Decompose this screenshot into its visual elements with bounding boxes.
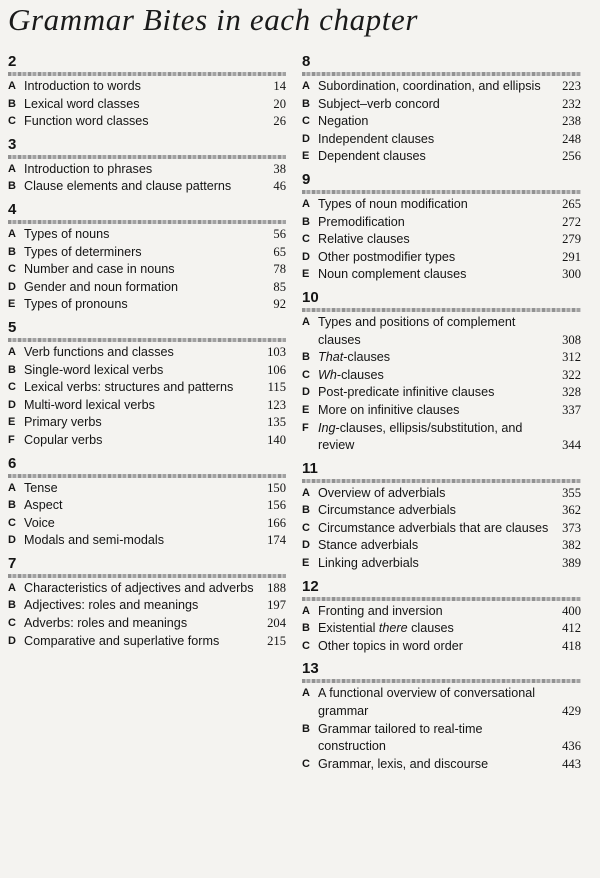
- entry-page-number: 355: [562, 485, 581, 500]
- toc-entry: [8, 226, 286, 244]
- entry-topic-text: Primary verbs: [24, 415, 102, 430]
- entry-page-number: 256: [562, 149, 581, 164]
- entry-topic: [318, 721, 553, 756]
- toc-entry: [302, 620, 581, 638]
- entry-page-number: 156: [267, 498, 286, 513]
- entry-letter: A: [8, 227, 16, 240]
- entry-page-number: 20: [273, 96, 286, 111]
- chapter-divider: [8, 72, 286, 76]
- entry-letter: E: [302, 403, 310, 416]
- entry-topic: [318, 638, 553, 656]
- entry-topic-text: Overview of adverbials: [318, 485, 446, 500]
- entry-letter: C: [8, 263, 16, 276]
- entry-topic-text: Introduction to phrases: [24, 161, 153, 176]
- entry-topic-text: Types of determiners: [24, 244, 142, 259]
- entry-topic-text: -clauses, ellipsis/substitution, and review: [318, 420, 523, 453]
- toc-entry: [302, 721, 581, 756]
- toc-entry: [302, 603, 581, 621]
- entry-topic-text: Types and positions of complement clauses: [318, 314, 516, 347]
- entry-letter: C: [302, 639, 310, 652]
- entry-letter: B: [302, 622, 310, 635]
- entry-letter: A: [8, 481, 16, 494]
- entry-topic-text: Grammar, lexis, and discourse: [318, 756, 489, 771]
- entry-topic: [24, 362, 258, 380]
- entry-page-number: 56: [273, 226, 286, 241]
- entry-topic-text: Copular verbs: [24, 432, 103, 447]
- entry-page-number: 204: [267, 616, 286, 631]
- entry-topic: [24, 615, 258, 633]
- chapter-divider: [8, 220, 286, 224]
- entry-page-number: 106: [267, 362, 286, 377]
- chapter-number: 2: [8, 53, 17, 70]
- entry-topic-text: Adjectives: roles and meanings: [24, 598, 199, 613]
- entry-topic: [318, 685, 553, 720]
- entry-topic: [318, 131, 553, 149]
- toc-entry: [8, 633, 286, 651]
- toc-entry: [302, 249, 581, 267]
- chapter-number: 8: [302, 53, 311, 70]
- entry-topic-text: A functional overview of conversational grammar: [318, 686, 536, 719]
- entry-letter: E: [302, 268, 310, 281]
- chapter-divider: [8, 474, 286, 478]
- entry-page-number: 412: [562, 621, 581, 636]
- entry-topic: [24, 296, 258, 314]
- entry-page-number: 418: [562, 638, 581, 653]
- entry-topic: [24, 532, 258, 550]
- page-title: Grammar Bites in each chapter: [8, 2, 419, 37]
- toc-entry: [8, 414, 286, 432]
- entry-page-number: 46: [273, 179, 286, 194]
- entry-letter: C: [8, 516, 16, 529]
- toc-entry: [8, 597, 286, 615]
- toc-entry: [8, 615, 286, 633]
- toc-entry: [302, 314, 581, 349]
- entry-topic-text: clauses: [407, 621, 454, 636]
- entry-topic-text: Linking adverbials: [318, 556, 419, 571]
- entry-topic-text: Types of nouns: [24, 226, 110, 241]
- toc-entry: [302, 502, 581, 520]
- entry-topic-text: Verb functions and classes: [24, 344, 174, 359]
- toc-entry: [8, 296, 286, 314]
- entry-topic: [24, 515, 258, 533]
- entry-letter: B: [302, 97, 310, 110]
- entry-letter: C: [302, 368, 310, 381]
- toc-entry: [302, 520, 581, 538]
- entry-page-number: 115: [267, 380, 286, 395]
- entry-topic: [24, 379, 258, 397]
- entry-topic-text: Subordination, coordination, and ellipsis: [318, 79, 541, 93]
- entry-topic: [318, 756, 553, 774]
- chapter-divider: [8, 338, 286, 342]
- entry-letter: B: [8, 499, 16, 512]
- entry-page-number: 166: [267, 515, 286, 530]
- entry-topic-italic: there: [378, 621, 408, 636]
- toc-entry: [302, 196, 581, 214]
- entry-letter: B: [302, 215, 310, 228]
- chapter-number: 12: [302, 577, 319, 595]
- entry-letter: D: [302, 539, 310, 552]
- entry-letter: A: [8, 581, 16, 594]
- entry-page-number: 265: [562, 196, 581, 211]
- toc-entry: [8, 432, 286, 450]
- entry-topic: [24, 344, 258, 362]
- entry-letter: C: [8, 617, 16, 630]
- entry-topic-text: Premodification: [318, 214, 405, 229]
- toc-entry: [302, 231, 581, 249]
- chapter-block: [8, 202, 286, 314]
- toc-entry: [302, 384, 581, 402]
- entry-page-number: 197: [267, 598, 286, 613]
- entry-letter: B: [302, 504, 310, 517]
- entry-letter: B: [8, 363, 16, 376]
- entry-topic-text: Comparative and superlative forms: [24, 633, 220, 648]
- chapter-block: [8, 556, 286, 650]
- entry-topic-text: Grammar tailored to real-time construction: [318, 721, 483, 754]
- toc-entry: [302, 555, 581, 573]
- entry-topic-text: Relative clauses: [318, 232, 410, 247]
- entry-topic-text: -clauses: [336, 367, 384, 382]
- entry-letter: A: [302, 315, 310, 328]
- entry-topic: [318, 113, 553, 131]
- entry-topic-prefix: Existential: [318, 621, 379, 636]
- entry-topic-text: Dependent clauses: [318, 149, 426, 164]
- entry-letter: F: [8, 433, 15, 446]
- toc-entry: [8, 515, 286, 533]
- toc-entry: [8, 261, 286, 279]
- chapter-block: [302, 661, 581, 773]
- chapter-number: 10: [302, 288, 319, 306]
- entry-topic-text: Single-word lexical verbs: [24, 362, 164, 377]
- entry-topic: [318, 485, 553, 503]
- entry-letter: B: [8, 599, 16, 612]
- entry-page-number: 78: [273, 262, 286, 277]
- entry-page-number: 373: [562, 520, 581, 535]
- entry-page-number: 443: [562, 756, 581, 771]
- toc-entry: [302, 367, 581, 385]
- chapter-block: [8, 456, 286, 550]
- toc-entry: [8, 362, 286, 380]
- chapter-number: 13: [302, 660, 319, 678]
- entry-topic-text: Negation: [318, 114, 369, 129]
- entry-letter: E: [302, 557, 310, 570]
- chapter-block: [8, 320, 286, 450]
- entry-topic: [24, 414, 258, 432]
- entry-topic: [24, 480, 258, 498]
- toc-entry: [302, 96, 581, 114]
- toc-entry: [302, 78, 581, 96]
- chapter-number: 5: [8, 318, 17, 336]
- entry-letter: D: [8, 634, 16, 647]
- entry-letter: A: [302, 604, 310, 617]
- entry-letter: B: [8, 97, 16, 110]
- entry-topic: [24, 580, 258, 598]
- chapter-number: 6: [8, 454, 17, 472]
- entry-letter: A: [302, 687, 310, 700]
- entry-page-number: 322: [562, 367, 581, 382]
- entry-page-number: 150: [267, 480, 286, 495]
- entry-topic: [24, 161, 258, 179]
- entry-topic-text: Adverbs: roles and meanings: [24, 616, 188, 631]
- left-column: [8, 54, 286, 656]
- chapter-divider: [302, 679, 581, 683]
- entry-letter: C: [8, 381, 16, 394]
- entry-letter: D: [302, 250, 310, 263]
- entry-topic-text: Function word classes: [24, 114, 149, 129]
- entry-page-number: 328: [562, 385, 581, 400]
- entry-topic-text: Circumstance adverbials that are clauses: [318, 520, 549, 535]
- entry-topic: [24, 279, 258, 297]
- entry-topic-text: Post-predicate infinitive clauses: [318, 385, 495, 400]
- toc-entry: [8, 113, 286, 131]
- toc-entry: [302, 349, 581, 367]
- entry-topic-text: More on infinitive clauses: [318, 402, 460, 417]
- entry-page-number: 337: [562, 402, 581, 417]
- entry-page-number: 223: [562, 79, 581, 93]
- entry-topic: [318, 555, 553, 573]
- toc-entry: [302, 113, 581, 131]
- entry-page-number: 400: [562, 603, 581, 618]
- chapter-divider: [302, 308, 581, 312]
- entry-page-number: 135: [267, 415, 286, 430]
- entry-topic: [318, 502, 553, 520]
- entry-topic-text: Noun complement clauses: [318, 267, 467, 282]
- chapter-number: 11: [302, 459, 318, 477]
- entry-topic: [318, 520, 553, 538]
- entry-page-number: 279: [562, 232, 581, 247]
- entry-topic-italic: Wh: [318, 367, 337, 382]
- chapter-divider: [302, 479, 581, 483]
- toc-entry: [302, 638, 581, 656]
- entry-page-number: 238: [562, 114, 581, 129]
- chapter-number: 3: [8, 135, 17, 153]
- entry-letter: B: [302, 351, 310, 364]
- entry-letter: B: [8, 180, 16, 193]
- entry-topic: [24, 178, 258, 196]
- entry-topic-text: Multi-word lexical verbs: [24, 397, 155, 412]
- toc-entry: [8, 244, 286, 262]
- entry-page-number: 188: [267, 580, 286, 595]
- entry-letter: D: [8, 534, 16, 547]
- entry-letter: D: [302, 386, 310, 399]
- entry-topic: [318, 214, 553, 232]
- entry-topic-text: Tense: [24, 480, 58, 495]
- entry-topic-text: Other postmodifier types: [318, 249, 456, 264]
- entry-page-number: 312: [562, 350, 581, 365]
- entry-topic: [318, 620, 553, 638]
- chapter-block: [8, 54, 286, 131]
- entry-topic: [24, 96, 258, 114]
- entry-topic-text: Aspect: [24, 498, 63, 513]
- entry-topic-text: Subject–verb concord: [318, 96, 440, 111]
- entry-letter: A: [8, 80, 16, 92]
- entry-page-number: 291: [562, 249, 581, 264]
- entry-topic-text: Stance adverbials: [318, 538, 419, 553]
- entry-page-number: 436: [562, 739, 581, 754]
- entry-page-number: 389: [562, 556, 581, 571]
- entry-topic: [24, 261, 258, 279]
- entry-letter: A: [8, 345, 16, 358]
- entry-topic-text: Lexical verbs: structures and patterns: [24, 380, 234, 395]
- entry-topic: [318, 367, 553, 385]
- chapter-divider: [302, 72, 581, 76]
- entry-topic: [24, 78, 258, 96]
- entry-topic: [24, 244, 258, 262]
- entry-letter: A: [302, 486, 310, 499]
- entry-page-number: 362: [562, 503, 581, 518]
- entry-topic: [318, 384, 553, 402]
- toc-entry: [302, 420, 581, 455]
- entry-page-number: 429: [562, 704, 581, 719]
- chapter-block: [8, 137, 286, 196]
- entry-topic-text: Gender and noun formation: [24, 279, 179, 294]
- entry-topic: [318, 96, 553, 114]
- chapter-number: 9: [302, 170, 311, 188]
- entry-page-number: 14: [273, 79, 286, 93]
- entry-topic: [318, 231, 553, 249]
- entry-page-number: 140: [267, 432, 286, 447]
- entry-topic: [24, 432, 258, 450]
- entry-letter: C: [302, 115, 310, 128]
- right-column: [302, 54, 581, 779]
- chapter-block: [302, 290, 581, 455]
- entry-page-number: 300: [562, 267, 581, 282]
- entry-letter: C: [302, 757, 310, 770]
- entry-topic-text: -clauses: [343, 350, 391, 365]
- entry-letter: D: [8, 280, 16, 293]
- entry-topic: [318, 266, 553, 284]
- entry-topic-text: Clause elements and clause patterns: [24, 179, 232, 194]
- toc-entry: [302, 148, 581, 166]
- entry-page-number: 232: [562, 96, 581, 111]
- toc-entry: [302, 266, 581, 284]
- toc-entry: [302, 214, 581, 232]
- entry-topic: [318, 196, 553, 214]
- entry-letter: E: [8, 298, 16, 311]
- entry-page-number: 85: [273, 279, 286, 294]
- toc-entry: [302, 402, 581, 420]
- entry-letter: D: [302, 132, 310, 145]
- entry-topic: [318, 78, 553, 96]
- toc-entry: [8, 497, 286, 515]
- entry-page-number: 308: [562, 332, 581, 347]
- entry-letter: B: [8, 245, 16, 258]
- chapter-block: [302, 579, 581, 656]
- entry-page-number: 344: [562, 438, 581, 453]
- chapter-block: [302, 172, 581, 284]
- entry-topic: [24, 597, 258, 615]
- toc-entry: [302, 685, 581, 720]
- entry-topic-text: Voice: [24, 515, 55, 530]
- toc-entry: [8, 379, 286, 397]
- toc-entry: [8, 580, 286, 598]
- toc-entry: [8, 161, 286, 179]
- chapter-block: [302, 461, 581, 573]
- chapter-divider: [302, 597, 581, 601]
- toc-entry: [8, 397, 286, 415]
- entry-topic: [318, 420, 553, 455]
- entry-letter: A: [8, 162, 16, 175]
- entry-letter: C: [8, 115, 16, 128]
- chapter-block: [302, 54, 581, 166]
- toc-entry: [302, 537, 581, 555]
- chapter-divider: [302, 190, 581, 194]
- entry-page-number: 248: [562, 131, 581, 146]
- entry-letter: E: [302, 150, 310, 163]
- entry-topic-text: Circumstance adverbials: [318, 503, 456, 518]
- toc-entry: [8, 96, 286, 114]
- entry-topic-text: Types of pronouns: [24, 297, 128, 312]
- entry-letter: C: [302, 521, 310, 534]
- entry-letter: B: [302, 722, 310, 735]
- entry-topic: [24, 497, 258, 515]
- toc-entry: [8, 178, 286, 196]
- entry-topic-text: Independent clauses: [318, 131, 435, 146]
- entry-page-number: 215: [267, 633, 286, 648]
- entry-letter: F: [302, 421, 309, 434]
- entry-topic: [24, 397, 258, 415]
- entry-letter: C: [302, 233, 310, 246]
- toc-entry: [8, 480, 286, 498]
- entry-topic-text: Lexical word classes: [24, 96, 140, 111]
- entry-topic-text: Types of noun modification: [318, 196, 468, 211]
- toc-entry: [8, 532, 286, 550]
- entry-topic: [318, 537, 553, 555]
- chapter-number: 4: [8, 200, 17, 218]
- entry-topic: [24, 113, 258, 131]
- entry-topic-text: Modals and semi-modals: [24, 533, 164, 548]
- chapter-divider: [8, 574, 286, 578]
- entry-topic: [318, 148, 553, 166]
- entry-topic: [318, 402, 553, 420]
- entry-page-number: 174: [267, 533, 286, 548]
- entry-topic: [318, 249, 553, 267]
- entry-topic-italic: That: [318, 350, 344, 365]
- entry-letter: E: [8, 416, 16, 429]
- entry-page-number: 382: [562, 538, 581, 553]
- entry-topic: [318, 349, 553, 367]
- entry-topic-italic: Ing: [318, 420, 336, 435]
- entry-page-number: 92: [273, 297, 286, 312]
- toc-entry: [8, 279, 286, 297]
- entry-topic-text: Fronting and inversion: [318, 603, 443, 618]
- chapter-divider: [8, 155, 286, 159]
- entry-topic: [24, 226, 258, 244]
- chapter-number: 7: [8, 554, 17, 572]
- entry-topic-text: Other topics in word order: [318, 638, 463, 653]
- toc-entry: [302, 756, 581, 774]
- toc-entry: [302, 485, 581, 503]
- entry-letter: D: [8, 398, 16, 411]
- toc-entry: [302, 131, 581, 149]
- entry-topic: [318, 603, 553, 621]
- entry-topic-text: Introduction to words: [24, 79, 141, 93]
- entry-page-number: 103: [267, 344, 286, 359]
- entry-page-number: 272: [562, 214, 581, 229]
- toc-entry: [8, 344, 286, 362]
- toc-entry: [8, 78, 286, 96]
- entry-page-number: 26: [273, 114, 286, 129]
- entry-topic: [24, 633, 258, 651]
- entry-letter: A: [302, 80, 310, 92]
- entry-page-number: 38: [273, 161, 286, 176]
- entry-topic-text: Number and case in nouns: [24, 262, 175, 277]
- entry-topic-text: Characteristics of adjectives and adverbs: [24, 580, 254, 595]
- entry-page-number: 65: [273, 244, 286, 259]
- entry-topic: [318, 314, 553, 349]
- entry-letter: A: [302, 197, 310, 210]
- entry-page-number: 123: [267, 397, 286, 412]
